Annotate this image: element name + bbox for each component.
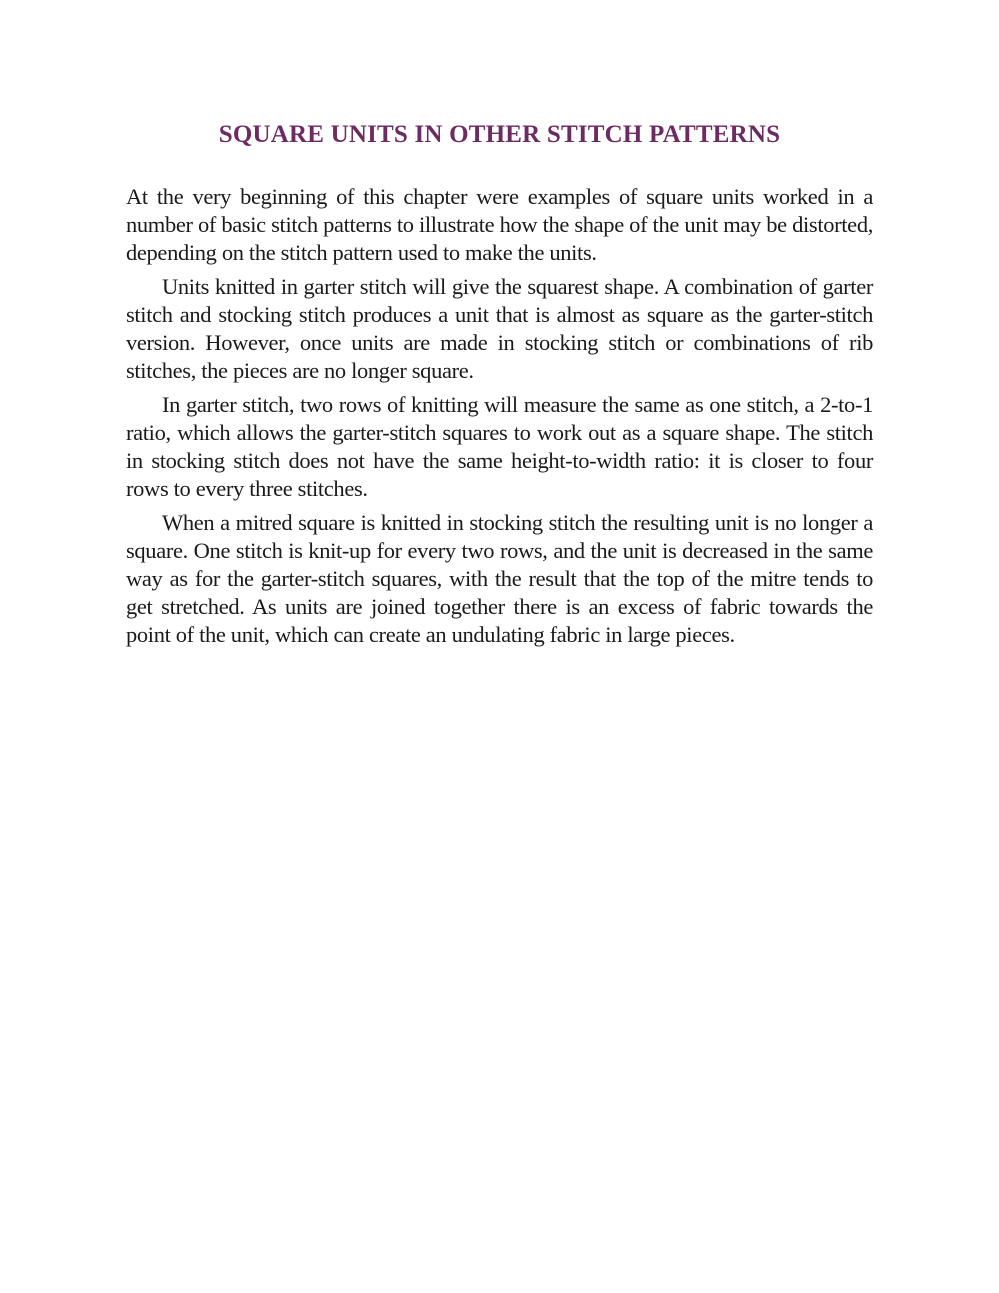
paragraph-1: At the very beginning of this chapter were examples of square units worked in a number of basic stitch patterns to illustrate how the shape of the unit may be distorted, depending on the stitch pattern used to make the units.	[126, 184, 873, 265]
paragraph-3: In garter stitch, two rows of knitting will measure the same as one stitch, a 2-to-1 ratio, which allows the garter-stitch squares to work out as a square shape. The stitch in stocking stitch does not have the same height-to-width ratio: it is closer to four rows to every three stitches.	[126, 392, 873, 501]
paragraph-2: Units knitted in garter stitch will give the squarest shape. A combination of garter stitch and stocking stitch produces a unit that is almost as square as the garter-stitch version. However, once units are made in stocking stitch or combinations of rib stitches, the pieces are no longer square.	[126, 274, 873, 383]
paragraph-4: When a mitred square is knitted in stocking stitch the resulting unit is no longer a square. One stitch is knit-up for every two rows, and the unit is decreased in the same way as for the garter-stitch squares, with the result that the top of the mitre tends to get stretched. As units are joined together there is an excess of fabric towards the point of the unit, which can create an undulating fabric in large pieces.	[126, 510, 873, 647]
page-content	[126, 118, 873, 655]
section-title: SQUARE UNITS IN OTHER STITCH PATTERNS	[218, 121, 781, 148]
